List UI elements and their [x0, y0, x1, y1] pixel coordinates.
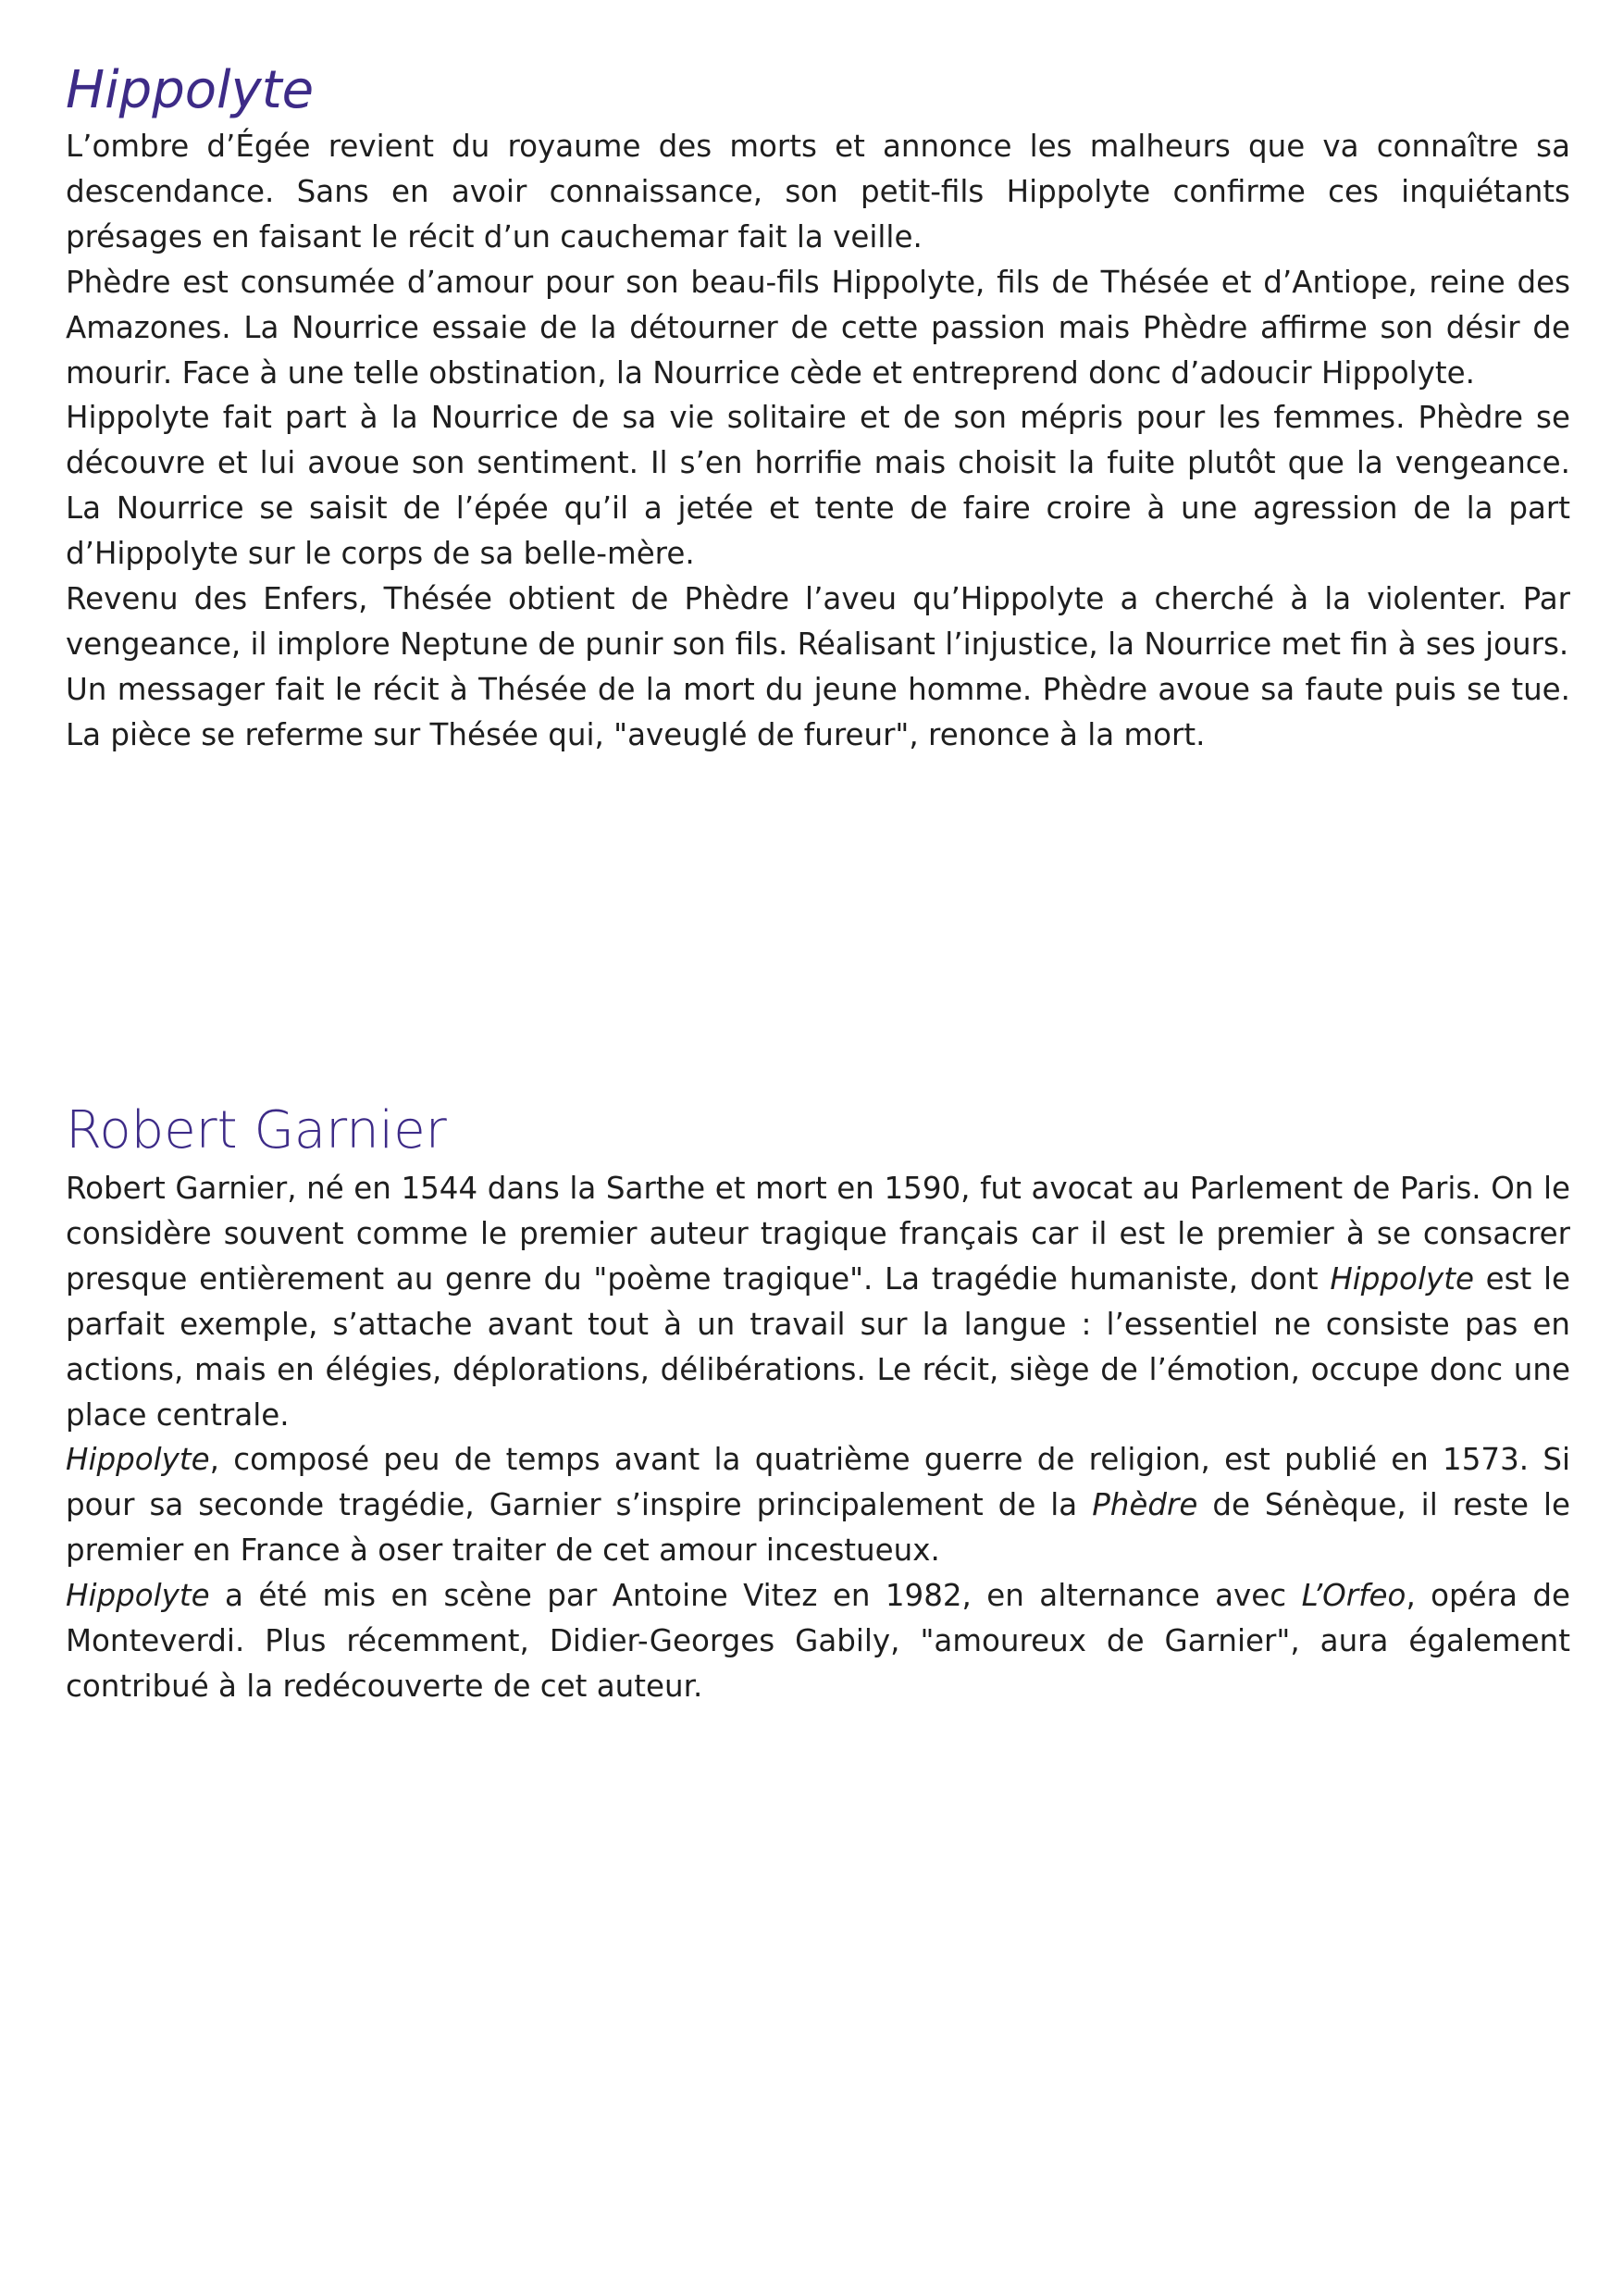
section-robert-garnier [66, 1098, 1570, 1709]
text-run: a été mis en scène par Antoine Vitez en 1982, en alternance avec [209, 1578, 1302, 1614]
synopsis-paragraph-3: Hippolyte fait part à la Nourrice de sa vie solitaire et de son mépris pour les femmes. Phèdre se découvre et lui avoue son sentiment. Il s’en horrifie mais choisit la fuite plutôt que la vengeance. La Nourrice se saisit de l’épée qu’il a jetée et tente de faire croire à une agression de la part d’Hippolyte sur le corps de sa belle-mère. [66, 400, 1570, 572]
italic-title-hippolyte: Hippolyte [1330, 1260, 1474, 1297]
italic-title-hippolyte: Hippolyte [66, 1578, 210, 1614]
biography-paragraph-3 [66, 1573, 1570, 1709]
synopsis-paragraph-4: Revenu des Enfers, Thésée obtient de Phèdre l’aveu qu’Hippolyte a cherché à la violenter. Par vengeance, il implore Neptune de punir son fils. Réalisant l’injustice, la Nourrice met fin à ses jours. [66, 581, 1570, 662]
section-title-robert-garnier: Robert Garnier [66, 1100, 447, 1160]
text-run: , opéra de Monteverdi. Plus récemment, Didier-Georges Gabily, "amoureux de Garnier", aura également contribué à la redécouverte de cet auteur. [66, 1578, 1570, 1704]
synopsis-paragraph-5: Un messager fait le récit à Thésée de la mort du jeune homme. Phèdre avoue sa faute puis se tue. La pièce se referme sur Thésée qui, "aveuglé de fureur", renonce à la mort. [66, 671, 1570, 752]
italic-title-phedre: Phèdre [1092, 1487, 1198, 1523]
text-run: Robert Garnier, né en 1544 dans la Sarthe et mort en 1590, fut avocat au Parlement de Paris. On le considère souvent comme le premier auteur tragique français car il est le premier à se consacrer presque entièrement au genre du "poème tragique". La tragédie humaniste, dont [66, 1171, 1570, 1297]
section-title-hippolyte: Hippolyte [66, 60, 315, 120]
biography-paragraph-2 [66, 1437, 1570, 1573]
text-run: est le parfait exemple, s’attache avant tout à un travail sur la langue : l’essentiel ne consiste pas en actions, mais en élégies, déplorations, délibérations. Le récit, siège de l’émotion, occupe donc une place centrale. [66, 1260, 1570, 1433]
italic-title-hippolyte: Hippolyte [66, 1442, 210, 1478]
section-hippolyte [66, 57, 1570, 758]
text-run: de Sénèque, il reste le premier en France à oser traiter de cet amour incestueux. [66, 1487, 1570, 1569]
synopsis-paragraph-1: L’ombre d’Égée revient du royaume des morts et annonce les malheurs que va connaître sa descendance. Sans en avoir connaissance, son petit-fils Hippolyte confirme ces inquiétants présages en faisant le récit d’un cauchemar fait la veille. [66, 129, 1570, 254]
synopsis-paragraph-2: Phèdre est consumée d’amour pour son beau-fils Hippolyte, fils de Thésée et d’Antiope, reine des Amazones. La Nourrice essaie de la détourner de cette passion mais Phèdre affirme son désir de mourir. Face à une telle obstination, la Nourrice cède et entreprend donc d’adoucir Hippolyte. [66, 264, 1570, 391]
biography-paragraph-1 [66, 1166, 1570, 1437]
italic-title-lorfeo: L’Orfeo [1301, 1578, 1406, 1614]
text-run: , composé peu de temps avant la quatrième guerre de religion, est publié en 1573. Si pour sa seconde tragédie, Garnier s’inspire principalement de la [66, 1442, 1570, 1523]
